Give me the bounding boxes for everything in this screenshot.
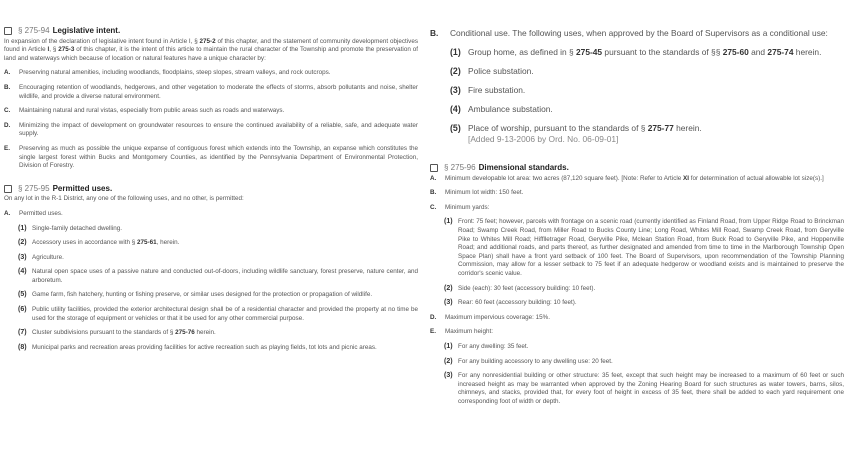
item-label: D. [4, 121, 11, 129]
list-item [18, 344, 418, 353]
reference-link[interactable]: I [47, 46, 50, 54]
item-label: (4) [18, 268, 27, 276]
text: Cluster subdivisions pursuant to the standards of § [32, 329, 176, 337]
permitted-uses-intro: On any lot in the R-1 District, any one of the following uses, and no other, is permitted: [4, 195, 244, 203]
item-label: (1) [444, 218, 453, 226]
item-label: (2) [450, 66, 461, 76]
list-item [18, 254, 418, 263]
item-label: (1) [450, 47, 461, 57]
list-item [4, 107, 418, 116]
item-label: E. [430, 328, 436, 336]
item-text: Conditional use. The following uses, when approved by the Board of Supervisors as a conditional use: [450, 28, 828, 38]
list-item [430, 175, 844, 184]
list-item [430, 204, 844, 213]
left-column [4, 0, 418, 352]
item-label: (8) [18, 343, 27, 351]
item-text: For any nonresidential building or other structure: 35 feet, except that such height may be increased to a maximum of 60 feet or such increased height as may be warranted when approved by the Zoning Hearing Board for such structures as water towers, barns, silos, chimneys, and stacks, provided that, for every foot of height in excess of 35 feet, there shall be added to each yard requirement one corresponding foot of width or depth. [458, 372, 844, 405]
item-text: Front: 75 feet; however, parcels with frontage on a scenic road (currently identified as Finland Road, from Upper Ridge Road to Brinckman Road; Swamp Creek Road, from Miller Road to Bucks County Line; Long Road, Whites Mill Road, Swamp Creek Road, from Geryville Pike to Whites Mill Road; Hifflletrager Road, Geryville Pike, Mclean Station Road, from Buck Road to Geryville Pike, and Hoppenville Road; and additional roads, and parts thereof, as further designated and amended from time to time in the Marlborough Township Open Space Plan) shall have a front yard setback of 100 feet. The Board of Supervisors, upon recommendation of the Township Planning Commission, may allow for a lesser setback to 75 feet if an adequate hedgerow or woodland exists and is maintained to preserve the corridor's scenic value. [458, 218, 844, 277]
list-item [430, 314, 844, 323]
reference-link[interactable]: 275-77 [647, 123, 674, 133]
text: for determination of actual allowable lot size(s).] [688, 174, 824, 182]
list-item [450, 104, 844, 115]
checkbox-275-95[interactable] [4, 185, 12, 193]
reference-link[interactable]: 275-60 [722, 47, 749, 57]
item-label: (7) [18, 329, 27, 337]
item-text: Maintaining natural and rural vistas, especially from public areas such as roads and waterways. [19, 107, 285, 115]
item-label: (2) [444, 284, 453, 292]
list-item [450, 85, 844, 96]
item-label: A. [4, 69, 11, 77]
list-item [450, 66, 844, 77]
list-item [4, 210, 418, 219]
item-text: Maximum height: [445, 328, 493, 336]
text: of this chapter, and the statement of community development objectives found in Article [4, 37, 418, 54]
list-item [430, 189, 844, 198]
reference-link[interactable]: XI [683, 174, 689, 182]
section-number: § 275-94 [18, 26, 50, 35]
text: Group home, as defined in § [468, 47, 577, 57]
item-label: (3) [450, 85, 461, 95]
list-item [444, 218, 844, 278]
item-text: Rear: 60 feet (accessory building: 10 feet). [458, 299, 577, 307]
list-item [4, 122, 418, 139]
item-text [468, 123, 844, 145]
text: In expansion of the declaration of legislative intent found in Article I, § [4, 37, 200, 45]
section-275-96-heading [430, 164, 844, 173]
reference-link[interactable]: 275-45 [576, 47, 603, 57]
item-text: Minimizing the impact of development on groundwater resources to ensure the continued availability of a reliable, safe, and adequate water supply. [19, 121, 418, 138]
item-label: B. [430, 189, 437, 197]
item-label: (5) [18, 291, 27, 299]
item-label: (3) [18, 253, 27, 261]
item-text: Preserving natural amenities, including woodlands, floodplains, steep slopes, stream valleys, and rock outcrops. [19, 69, 331, 77]
reference-link[interactable]: 275-61 [137, 239, 157, 247]
item-label: (1) [444, 342, 453, 350]
text: and [748, 47, 768, 57]
text: , herein. [156, 239, 180, 247]
list-item [18, 268, 418, 285]
text: herein. [673, 123, 702, 133]
text: Accessory uses in accordance with § [32, 239, 137, 247]
item-text: Maximum impervious coverage: 15%. [445, 313, 550, 321]
amendment-note: [Added 9-13-2006 by Ord. No. 06-09-01] [468, 134, 619, 144]
item-label: B. [4, 83, 11, 91]
item-label: A. [430, 174, 437, 182]
text: Place of worship, pursuant to the standards of § [468, 123, 648, 133]
item-text: Single-family detached dwelling. [32, 224, 122, 232]
item-label: (2) [444, 357, 453, 365]
item-text: Fire substation. [468, 85, 526, 95]
reference-link[interactable]: 275-74 [767, 47, 794, 57]
checkbox-275-96[interactable] [430, 164, 438, 172]
section-title: Dimensional standards. [478, 163, 569, 172]
item-label: (3) [444, 299, 453, 307]
list-item [444, 299, 844, 308]
item-label: (2) [18, 239, 27, 247]
list-item [444, 372, 844, 406]
text: , § [49, 46, 59, 54]
item-text [32, 329, 418, 338]
list-item [4, 84, 418, 101]
item-text [32, 239, 418, 248]
item-text: Side (each): 30 feet (accessory building: 10 feet). [458, 284, 596, 292]
item-label: A. [4, 209, 11, 217]
item-text: Municipal parks and recreation areas providing facilities for active recreation such as playing fields, tot lots and picnic areas. [32, 343, 377, 351]
item-label: (5) [450, 123, 461, 133]
checkbox-275-94[interactable] [4, 27, 12, 35]
item-label: C. [4, 107, 11, 115]
reference-link[interactable]: 275-76 [175, 329, 195, 337]
list-item [18, 225, 418, 234]
list-item [18, 306, 418, 323]
item-text: Preserving as much as possible the unique expanse of contiguous forest which extends into the Township, an expanse which constitutes the single largest forest within Bucks and Montgomery Counties, as identified by the Pennsylvania Department of Environmental Protection, Division of Forestry. [19, 144, 418, 170]
item-text: Permitted uses. [19, 209, 63, 217]
item-text [445, 175, 844, 184]
list-item [18, 329, 418, 338]
text: pursuant to the standards of §§ [602, 47, 723, 57]
list-item [4, 69, 418, 78]
item-text: Minimum lot width: 150 feet. [445, 189, 524, 197]
item-label: C. [430, 203, 437, 211]
list-item [430, 328, 844, 337]
section-title: Legislative intent. [52, 26, 121, 35]
section-275-94-heading [4, 27, 418, 36]
item-text: Police substation. [468, 66, 534, 76]
list-item [444, 343, 844, 352]
reference-link[interactable]: 275-3 [58, 46, 75, 54]
list-item [444, 358, 844, 367]
item-text: Natural open space uses of a passive nature and conducted out-of-doors, including wildlife sanctuary, forest preserve, nature center, and arboretum. [32, 268, 418, 284]
list-item [430, 28, 844, 39]
list-item [18, 291, 418, 300]
item-text: For any building accessory to any dwelling use: 20 feet. [458, 357, 613, 365]
list-item [444, 285, 844, 294]
section-275-95-heading [4, 185, 418, 194]
item-text: Ambulance substation. [468, 104, 553, 114]
list-item [18, 239, 418, 248]
list-item [450, 123, 844, 145]
item-text: Encouraging retention of woodlands, hedgerows, and other vegetation to moderate the effects of storms, absorb pollutants and noise, shelter wildlife, and provide a diverse natural environment. [19, 83, 418, 100]
reference-link[interactable]: 275-2 [199, 37, 216, 45]
text: Minimum developable lot area: two acres (87,120 square feet). [Note: Refer to Article [445, 174, 683, 182]
item-text: Game farm, fish hatchery, hunting or fishing preserve, or similar uses designed for the protection or propagation of wildlife. [32, 291, 373, 299]
item-label: (6) [18, 306, 27, 314]
item-text: Agriculture. [32, 253, 64, 261]
item-label: (1) [18, 224, 27, 232]
item-label: E. [4, 144, 10, 152]
list-item [4, 145, 418, 171]
section-title: Permitted uses. [52, 183, 113, 193]
section-number: § 275-95 [18, 183, 50, 193]
text: herein. [194, 329, 216, 337]
item-text [468, 47, 844, 58]
item-label: (4) [450, 104, 461, 114]
item-text: Public utility facilities, provided the exterior architectural design shall be of a residential character and provided the property at no time be used for the storage of equipment or vehicles or that it be used for any other commercial purpose. [32, 306, 418, 322]
item-label: (3) [444, 372, 453, 380]
text: of this chapter, it is the intent of this article to maintain the rural character of the Township and promote the preservation of land and waterways which because of location or natural features have a unique character by: [4, 46, 418, 62]
item-label: B. [430, 28, 439, 38]
list-item [450, 47, 844, 58]
item-label: D. [430, 313, 437, 321]
item-text: Minimum yards: [445, 203, 490, 211]
right-column [430, 0, 844, 406]
section-number: § 275-96 [444, 163, 476, 172]
item-text: For any dwelling: 35 feet. [458, 342, 529, 350]
text: herein. [793, 47, 822, 57]
legislative-intent-intro [4, 38, 418, 64]
